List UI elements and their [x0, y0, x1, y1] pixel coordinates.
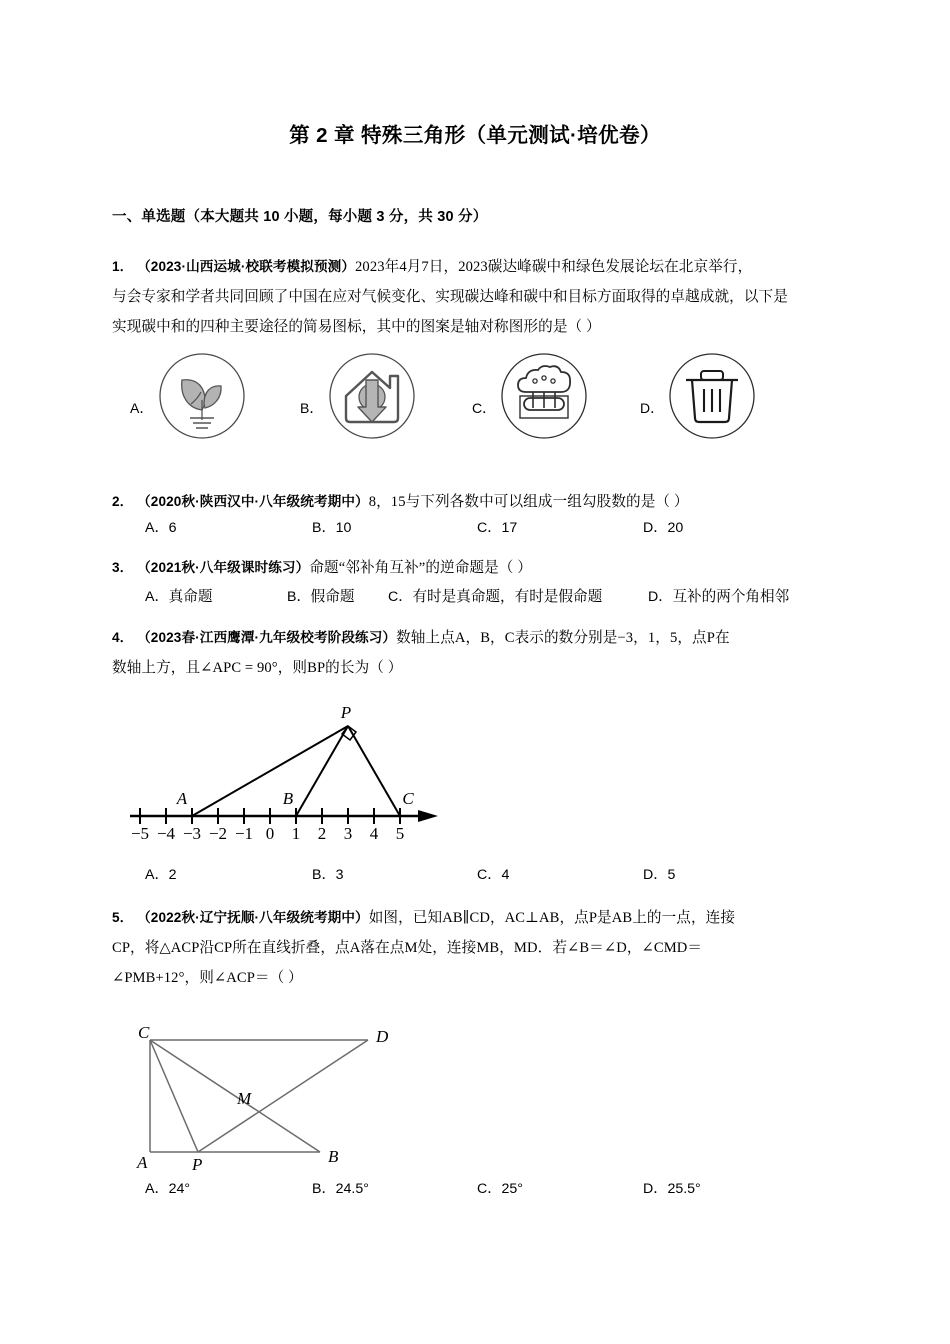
- question-4-option-d-text: 5: [667, 867, 676, 883]
- question-5-option-a-text: 24°: [168, 1181, 191, 1197]
- question-3-option-d-label: D．: [648, 589, 673, 605]
- house-down-arrow-icon: [328, 352, 416, 440]
- question-3-option-d-text: 互补的两个角相邻: [672, 589, 790, 605]
- question-2-body: 8，15与下列各数中可以组成一组勾股数的是（ ）: [368, 494, 689, 510]
- question-2-option-a-label: A．: [145, 520, 169, 536]
- question-5-option-b-text: 24.5°: [335, 1181, 369, 1197]
- icon-option-c-label: C．: [472, 400, 497, 416]
- question-2-option-d-text: 20: [667, 520, 684, 536]
- number-line-triangle-figure: [118, 700, 448, 843]
- svg-text:D: D: [376, 1027, 389, 1046]
- question-3-option-b-label: B．: [287, 589, 311, 605]
- svg-text:M: M: [237, 1089, 252, 1108]
- question-4-option-d[interactable]: [643, 864, 675, 884]
- question-1-source: （2023·山西运城·校联考模拟预测）: [137, 259, 356, 274]
- cloud-factory-icon: [500, 352, 588, 440]
- question-3-option-b[interactable]: [287, 585, 354, 606]
- question-2-option-a-text: 6: [168, 520, 177, 536]
- question-2-option-a[interactable]: [145, 517, 177, 537]
- question-4-option-c-label: C．: [477, 867, 502, 883]
- question-4-option-a-text: 2: [168, 867, 177, 883]
- svg-text:3: 3: [343, 824, 353, 843]
- svg-text:0: 0: [265, 824, 275, 843]
- question-1-icon-options: [112, 352, 832, 452]
- question-2-options: [112, 517, 842, 541]
- question-4-option-b-label: B．: [312, 867, 336, 883]
- svg-text:2: 2: [317, 824, 327, 843]
- svg-text:C: C: [402, 789, 414, 808]
- svg-text:−2: −2: [208, 824, 228, 843]
- question-2-option-b-label: B．: [312, 520, 336, 536]
- page-title: 第 2 章 特殊三角形（单元测试·培优卷）: [289, 124, 661, 147]
- question-1-line1: 2023年4月7日，2023碳达峰碳中和绿色发展论坛在北京举行，: [355, 259, 753, 275]
- question-3-option-c-label: C．: [388, 589, 413, 605]
- question-2-option-d-label: D．: [643, 520, 668, 536]
- svg-text:A: A: [176, 789, 188, 808]
- question-3-option-a-text: 真命题: [168, 589, 213, 605]
- question-5-number: 5．: [112, 910, 134, 925]
- question-4-option-b-text: 3: [335, 867, 344, 883]
- svg-text:C: C: [138, 1023, 150, 1042]
- icon-option-d-label: D．: [640, 400, 665, 416]
- svg-text:P: P: [192, 1155, 203, 1174]
- question-3-option-a-label: A．: [145, 589, 169, 605]
- question-4-option-c[interactable]: [477, 864, 509, 884]
- question-5-option-c-text: 25°: [501, 1181, 523, 1197]
- question-2-option-b[interactable]: [312, 517, 351, 537]
- question-3-option-d[interactable]: [648, 585, 789, 606]
- question-5-line1: 如图，已知AB∥CD，AC⊥AB，点P是AB上的一点，连接: [368, 910, 736, 926]
- question-5-option-d-label: D．: [643, 1181, 668, 1197]
- question-1-line2: 与会专家和学者共同回顾了中国在应对气候变化、实现碳达峰和碳中和目标方面取得的卓越成就，以下是: [112, 289, 788, 305]
- svg-text:B: B: [282, 789, 294, 808]
- question-2-option-c-text: 17: [501, 520, 518, 536]
- question-4-option-d-label: D．: [643, 867, 668, 883]
- question-3-source: （2021秋·八年级课时练习）: [137, 560, 310, 575]
- trash-bin-icon: [668, 352, 756, 440]
- question-2-option-c-label: C．: [477, 520, 502, 536]
- question-5-line2: CP，将△ACP沿CP所在直线折叠，点A落在点M处，连接MB，MD．若∠B＝∠D，∠CMD＝: [112, 940, 703, 956]
- svg-text:1: 1: [291, 824, 301, 843]
- question-5-options: [112, 1178, 842, 1202]
- question-4-option-c-text: 4: [501, 867, 510, 883]
- svg-text:−1: −1: [234, 824, 254, 843]
- question-5-option-c[interactable]: [477, 1178, 523, 1198]
- question-3-option-a[interactable]: [145, 585, 212, 606]
- question-3-option-c[interactable]: [388, 585, 602, 606]
- icon-option-a-label: A．: [130, 400, 154, 416]
- question-1-text: [112, 252, 842, 342]
- question-3-options: [112, 585, 852, 611]
- question-2-number: 2．: [112, 494, 134, 509]
- question-4-text: [112, 623, 842, 683]
- question-5-option-a-label: A．: [145, 1181, 169, 1197]
- svg-text:5: 5: [395, 824, 405, 843]
- question-2-option-d[interactable]: [643, 517, 683, 537]
- question-2-source: （2020秋·陕西汉中·八年级统考期中）: [137, 494, 369, 509]
- folded-triangle-figure: [120, 1022, 400, 1177]
- svg-text:−4: −4: [156, 824, 176, 843]
- question-2-option-b-text: 10: [335, 520, 352, 536]
- question-5-option-a[interactable]: [145, 1178, 190, 1198]
- question-4-option-a[interactable]: [145, 864, 177, 884]
- question-4-number: 4．: [112, 630, 134, 645]
- question-4-source: （2023春·江西鹰潭·九年级校考阶段练习）: [137, 630, 397, 645]
- question-5-option-d[interactable]: [643, 1178, 701, 1198]
- icon-option-b-label: B．: [300, 400, 324, 416]
- question-1-number: 1．: [112, 259, 134, 274]
- question-2-option-c[interactable]: [477, 517, 517, 537]
- svg-text:A: A: [137, 1153, 148, 1172]
- question-5-option-b-label: B．: [312, 1181, 336, 1197]
- question-5-option-b[interactable]: [312, 1178, 369, 1198]
- question-5-line3: ∠PMB+12°，则∠ACP＝（ ）: [112, 970, 303, 986]
- leaf-plant-icon: [158, 352, 246, 440]
- question-5-option-c-label: C．: [477, 1181, 502, 1197]
- question-3-option-c-text: 有时是真命题，有时是假命题: [412, 589, 603, 605]
- svg-text:B: B: [328, 1147, 339, 1166]
- question-4-options: [112, 864, 842, 888]
- question-4-option-b[interactable]: [312, 864, 344, 884]
- question-5-option-d-text: 25.5°: [667, 1181, 701, 1197]
- question-3-number: 3．: [112, 560, 134, 575]
- svg-text:4: 4: [369, 824, 379, 843]
- question-1-line3: 实现碳中和的四种主要途径的简易图标，其中的图案是轴对称图形的是（ ）: [112, 319, 601, 335]
- svg-text:−5: −5: [130, 824, 150, 843]
- question-5-source: （2022秋·辽宁抚顺·八年级统考期中）: [137, 910, 369, 925]
- question-3-body: 命题“邻补角互补”的逆命题是（ ）: [309, 560, 532, 576]
- section-heading: 一、单选题（本大题共 10 小题，每小题 3 分，共 30 分）: [112, 209, 488, 225]
- question-4-option-a-label: A．: [145, 867, 169, 883]
- svg-text:P: P: [340, 703, 352, 722]
- question-2-text: [112, 487, 842, 517]
- svg-text:−3: −3: [182, 824, 202, 843]
- question-3-text: [112, 553, 842, 583]
- question-4-line2: 数轴上方，且∠APC = 90°，则BP的长为（ ）: [112, 660, 403, 676]
- question-4-line1: 数轴上点A，B，C表示的数分别是−3，1，5，点P在: [396, 630, 730, 646]
- question-5-text: [112, 903, 847, 993]
- question-3-option-b-text: 假命题: [310, 589, 355, 605]
